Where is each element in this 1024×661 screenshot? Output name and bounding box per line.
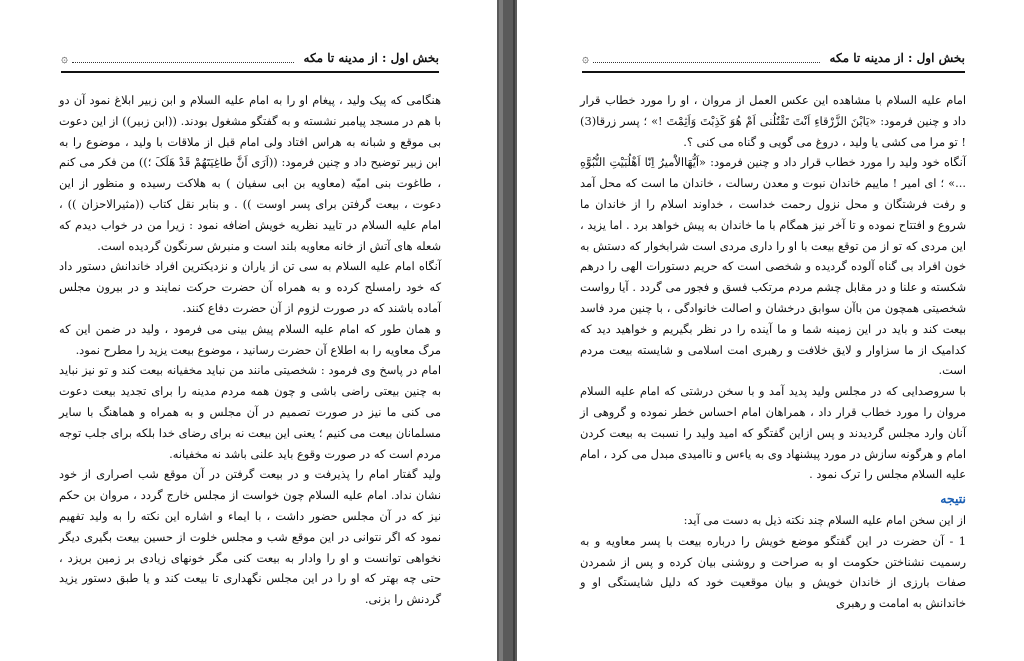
gutter-shadow — [513, 0, 515, 661]
page-body — [59, 90, 441, 610]
header-rule — [61, 71, 439, 73]
running-header — [61, 46, 439, 70]
paragraph: امام علیه السلام با مشاهده این عکس العمل از مروان ، او را مورد خطاب قرار داد و چنین فرمود: «یَابْنَ الزَّرْقاءِ اَنْتَ تَقْتُلُنی اَمْ هُوَ کَذِبْتَ وَاَثِمْتَ !» ؛ پسر زرقا(3) ! تو مرا می کشی یا ولید ، دروغ می گویی و گناه می کنی ؟. — [580, 93, 966, 149]
paragraph: از این سخن امام علیه السلام چند نکته ذیل به دست می آید: — [683, 512, 966, 527]
header-title: بخش اول : از مدینه تا مکه — [829, 51, 965, 65]
paragraph: 1 - آن حضرت در این گفتگو موضع خویش را درباره بیعت با پسر معاویه و به رسمیت نشناختن حکومت او به صراحت و روشنی بیان کرده و پس از شمردن صفات بارزی از خاندان خویش و بیان موقعیت خود که دلیل شایستگی او و خاندانش به امامت و رهبری — [580, 533, 966, 611]
paragraph: هنگامی که پیک ولید ، پیغام او را به امام علیه السلام و ابن زبیر ابلاغ نمود آن دو با هم در مسجد پیامبر نشسته و به گفتگو مشغول بودند. ((ابن زبیر)) از این دعوت بی موقع و شبانه به هراس افتاد ولی امام قبل از ملاقات با ولید ، موضوع را به ابن زبیر توضیح داد و چنین فرمود: ((اَرَی اَنَّ طاغِیَتَهُمْ قَدْ هَلَکَ ؛)) من فکر می کنم ، طاغوت بنی امیّه (معاویه بن ابی سفیان ) به هلاکت رسیده و منظور از این دعوت ، بیعت گرفتن برای پسر اوست )) . و بنابر نقل کتاب ((مثیرالاحزان )) ، امام علیه السلام در تایید نظریه خویش اضافه نمود : زیرا من در خواب دیدم که شعله های آتش از خانه معاویه بلند است و منبرش سرنگون گردیده است. — [59, 93, 441, 253]
paragraph: امام در پاسخ وی فرمود : شخصیتی مانند من نباید مخفیانه بیعت کند و تو نیز نباید به چنین بیعتی راضی باشی و چون همه مردم مدینه را برای تجدید بیعت دعوت می کنی ما نیز در صورت تصمیم در آن مجلس و به همراه و هماهنگ با سایر مسلمانان بیعت می کنیم ؛ یعنی این بیعت نه برای رضای خدا بلکه برای جلب توجه مردم است که در صورت وقوع باید علنی باشد نه مخفیانه. — [59, 363, 441, 461]
header-ornament-icon: ۞ — [582, 51, 590, 65]
page-gutter — [497, 0, 517, 661]
paragraph: آنگاه امام علیه السلام به سی تن از یاران و نزدیکترین افراد خاندانش دستور داد که خود رامسلح کرده و به همراه آن حضرت حرکت نمایند و در بیرون مجلس آماده باشند که در صورت لزوم از آن حضرت دفاع کنند. — [59, 259, 441, 315]
paragraph: آنگاه خود ولید را مورد خطاب قرار داد و چنین فرمود: «اَیُّهَاالاَْمیرُ اِنّا اَهْلُبَیْتِ النُّبُوَّهِ ...» ؛ ای امیر ! ماییم خاندان نبوت و معدن رسالت ، خاندان ما است که محل آمد و رفت فرشتگان و محل نزول رحمت خداست ، خداوند اسلام را از خاندان ما شروع و افتتاح نموده و تا آخر نیز همگام با ما خاندان به پیش خواهد برد . اما یزید ، این مردی که تو از من توقع بیعت با او را داری مردی است شرابخوار که دستش به خون افراد بی گناه آلوده گردیده و شخصی است که حریم دستورات الهی را درهم شکسته و علنا و در مقابل چشم مردم مرتکب فسق و فجور می گردد . آیا رواست شخصیتی همچون من باآن سوابق درخشان و اصالت خانوادگی ، با چنین مرد فاسد بیعت کند و باید در این زمینه شما و ما آینده را در نظر بگیریم و خواهید دید که کدامیک از ما سزاوار و لایق خلافت و رهبری امت اسلامی و شایسته بیعت مردم است. — [580, 155, 966, 378]
paragraph: ولید گفتار امام را پذیرفت و در بیعت گرفتن در آن موقع شب اصراری از خود نشان نداد. امام علیه السلام چون خواست از مجلس خارج گردد ، مروان بن حکم نیز که در آن مجلس حضور داشت ، با ایماء و اشاره این نکته را به ولید تفهیم نمود که اگر نتوانی در این موقع شب و مجلس خلوت از حسین بیعت بگیری دیگر نخواهی توانست و او را وادار به بیعت کنی مگر خونهای زیادی بر زمین بریزد ، حتی چه بهتر که او را در این مجلس نگهداری تا بیعت کند و یا طبق دستور یزید گردنش را بزنی. — [59, 467, 441, 607]
gutter-highlight — [499, 0, 503, 661]
right-page — [517, 0, 1024, 661]
header-title: بخش اول : از مدینه تا مکه — [303, 51, 439, 65]
header-ornament-icon: ۞ — [61, 51, 69, 65]
header-dot-leader — [72, 53, 294, 63]
left-page — [0, 0, 497, 661]
page-body — [580, 90, 966, 614]
paragraph: و همان طور که امام علیه السلام پیش بینی می فرمود ، ولید در ضمن این که مرگ معاویه را به اطلاع آن حضرت رسانید ، موضوع بیعت یزید را مطرح نمود. — [59, 321, 441, 357]
section-heading: نتیجه — [940, 491, 966, 507]
running-header — [582, 46, 965, 70]
header-rule — [582, 71, 965, 73]
header-dot-leader — [593, 53, 820, 63]
paragraph: با سروصدایی که در مجلس ولید پدید آمد و با سخن درشتی که امام علیه السلام مروان را مورد خطاب قرار داد ، همراهان امام احساس خطر نموده و گروهی از آنان وارد مجلس گردیدند و پس ازاین گفتگو که امید ولید را نسبت به بیعت کردن امام و هرگونه سازش در مورد پیشنهاد وی به یاءس و ناامیدی مبدل می کرد ، امام علیه السلام مجلس را ترک نمود . — [580, 384, 966, 482]
